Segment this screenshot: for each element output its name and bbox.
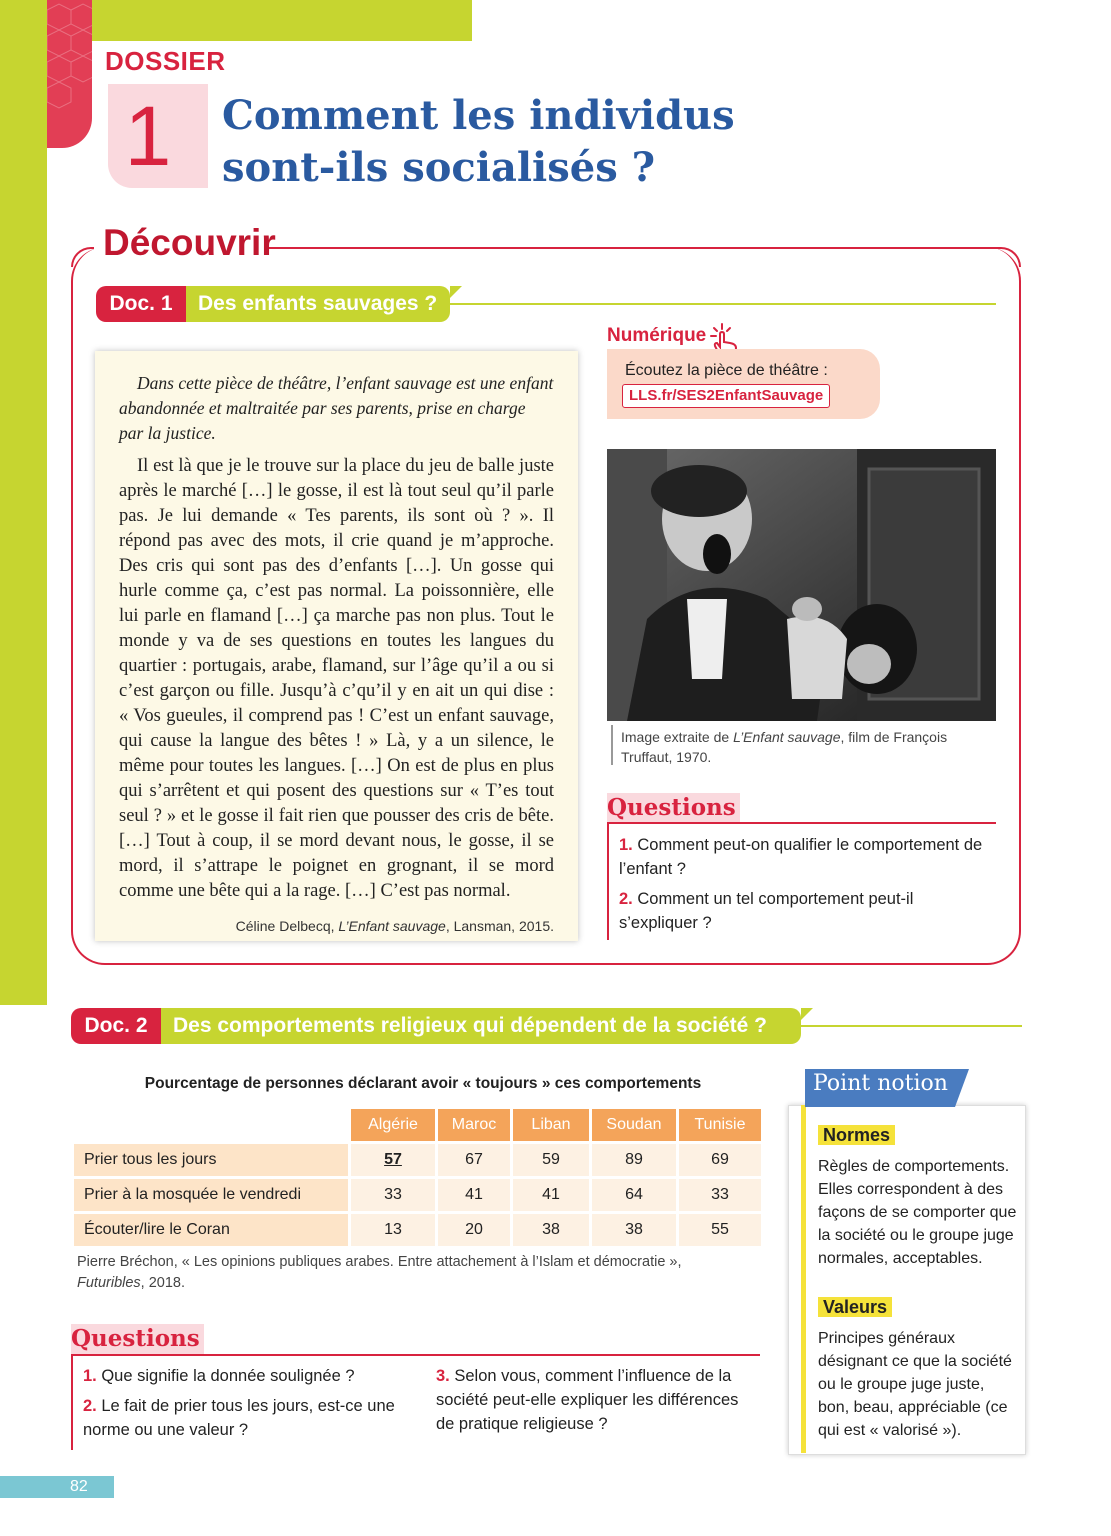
question-text: Selon vous, comment l’influence de la société peut-elle expliquer les différences de pratique religieuse ?	[436, 1367, 739, 1433]
dossier-number: 1	[124, 89, 172, 183]
column-header: Soudan	[592, 1109, 676, 1141]
table-cell: 64	[592, 1179, 676, 1211]
table-cell: 41	[438, 1179, 510, 1211]
film-still-illustration	[607, 449, 996, 721]
term-label: Valeurs	[818, 1297, 892, 1317]
column-header: Liban	[513, 1109, 589, 1141]
column-header: Maroc	[438, 1109, 510, 1141]
question-number: 2.	[83, 1397, 97, 1415]
table-corner	[74, 1109, 348, 1141]
term-normes-definition: Règles de comportements. Elles correspondent à des façons de se comporter que la société ou le groupe juge normales, acceptables.	[818, 1158, 1017, 1267]
dossier-label: DOSSIER	[105, 46, 226, 76]
question-item	[436, 1364, 756, 1436]
table-cell: 13	[351, 1214, 435, 1246]
source-journal: Futuribles	[77, 1275, 141, 1291]
question-text: Comment un tel comportement peut-il s’expliquer ?	[619, 890, 914, 932]
row-label: Prier à la mosquée le vendredi	[74, 1179, 348, 1211]
point-notion-title: Point notion	[813, 1071, 948, 1096]
question-item	[619, 887, 989, 935]
column-header: Tunisie	[679, 1109, 761, 1141]
doc2-rule	[801, 1025, 1022, 1027]
source-main: Pierre Bréchon, « Les opinions publiques arabes. Entre attachement à l’Islam et démocratie »,	[77, 1254, 682, 1270]
discover-heading: Découvrir	[103, 222, 276, 263]
doc1-source	[119, 918, 554, 934]
doc2-questions-left	[83, 1364, 413, 1448]
doc1-text-box	[95, 351, 578, 941]
table-cell: 33	[679, 1179, 761, 1211]
point-notion-accent	[801, 1105, 806, 1453]
question-number: 1.	[83, 1367, 97, 1385]
table-cell	[351, 1144, 435, 1176]
question-item	[83, 1394, 413, 1442]
row-label: Prier tous les jours	[74, 1144, 348, 1176]
table-row	[74, 1179, 761, 1211]
doc2-source	[77, 1252, 757, 1294]
caption-pre: Image extraite de	[621, 729, 734, 745]
table-cell: 33	[351, 1179, 435, 1211]
numerique-text: Écoutez la pièce de théâtre :	[625, 362, 828, 379]
doc1-tag: Doc. 1	[96, 286, 186, 322]
numerique-link[interactable]: LLS.fr/SES2EnfantSauvage	[622, 384, 830, 408]
term-valeurs-definition: Principes généraux désignant ce que la société ou le groupe juge juste, bon, beau, appréciable (ce qui est « valorisé »).	[818, 1330, 1012, 1439]
table-row	[74, 1214, 761, 1246]
photo-caption	[621, 727, 991, 767]
doc1-questions-rule	[607, 822, 996, 824]
title-line-1: Comment les individus	[222, 92, 735, 139]
doc2-questions-title: Questions	[71, 1324, 204, 1354]
source-rest: , Lansman, 2015.	[445, 918, 554, 934]
doc1-body: Il est là que je le trouve sur la place du jeu de balle juste après le marché […] le gosse, il est là tout seul qu’il parle pas. Je lui demande « Tes parents, ils sont où ? ». Il répond pas avec des mots, il crie quand je m’approche. Des cris qui sont pas des d’enfants […]. Un gosse qui hurle comme ça, c’est pas normal. La poissonnière, elle lui parle en flamand […] ça marche pas non plus. Tout le monde y va de ses questions en toutes les langues du quartier : portugais, arabe, flamand, sur l’âge qu’il a ou si c’est garçon ou fille. Jusqu’à c’qu’il y en ait un qui dise : « Vos gueules, il comprend pas ! C’est un enfant sauvage, qui cause la langue des bêtes ! » Là, y a un silence, le même pour toutes les langues. […] On est de plus en plus qui s’arrêtent et qui posent des questions sur « T’es tout seul ? » et le gosse il fait rien que pousser des cris de bête. […] Tout à coup, il se mord devant nous, le gosse, il se mord, il s’attrape le poignet en grognant, il se mord comme une bête qui a la rage. […] C’est pas normal.	[119, 456, 554, 901]
term-valeurs	[818, 1297, 892, 1318]
table-cell: 55	[679, 1214, 761, 1246]
hexagon-pattern	[47, 0, 92, 148]
page-number-bar	[0, 1476, 114, 1498]
table-header-row	[74, 1109, 761, 1141]
term-normes	[818, 1125, 895, 1146]
question-item	[83, 1364, 413, 1388]
question-text: Comment peut-on qualifier le comportement de l’enfant ?	[619, 836, 983, 878]
table-cell: 38	[592, 1214, 676, 1246]
question-number: 2.	[619, 890, 633, 908]
page-title	[222, 90, 782, 194]
row-label: Écouter/lire le Coran	[74, 1214, 348, 1246]
table-cell: 41	[513, 1179, 589, 1211]
film-still-photo	[607, 449, 996, 721]
table-cell: 67	[438, 1144, 510, 1176]
source-author: Céline Delbecq,	[235, 918, 339, 934]
question-text: Le fait de prier tous les jours, est-ce une norme ou une valeur ?	[83, 1397, 395, 1439]
doc2-notch	[801, 1008, 813, 1020]
page-number: 82	[70, 1478, 88, 1495]
doc2-title: Des comportements religieux qui dépendent de la société ?	[161, 1008, 801, 1044]
doc1-notch	[450, 286, 462, 298]
table-cell: 69	[679, 1144, 761, 1176]
table-cell: 38	[513, 1214, 589, 1246]
doc1-questions-list	[619, 833, 989, 941]
table-cell: 89	[592, 1144, 676, 1176]
doc1-title: Des enfants sauvages ?	[186, 286, 450, 322]
caption-post: , film de François Truffaut, 1970.	[621, 729, 948, 765]
top-lime-bar	[47, 0, 472, 41]
underlined-value: 57	[384, 1151, 402, 1168]
caption-bar	[611, 725, 613, 765]
point-notion-tab-slant	[955, 1069, 969, 1107]
table-title: Pourcentage de personnes déclarant avoir « toujours » ces comportements	[144, 1075, 702, 1092]
doc1-questions-title: Questions	[607, 793, 740, 823]
doc1-rule	[450, 303, 996, 305]
table-cell: 59	[513, 1144, 589, 1176]
question-text: Que signifie la donnée soulignée ?	[96, 1367, 355, 1385]
table-row	[74, 1144, 761, 1176]
caption-title: L’Enfant sauvage	[733, 729, 841, 745]
column-header: Algérie	[351, 1109, 435, 1141]
question-number: 3.	[436, 1367, 450, 1385]
title-line-2: sont-ils socialisés ?	[222, 144, 656, 191]
doc2-questions-right	[436, 1364, 756, 1442]
numerique-label: Numérique	[607, 325, 707, 346]
question-item	[619, 833, 989, 881]
source-year: , 2018.	[140, 1275, 186, 1291]
term-label: Normes	[818, 1125, 895, 1145]
left-lime-band	[0, 0, 47, 1005]
doc2-tag: Doc. 2	[71, 1008, 161, 1044]
data-table	[71, 1106, 764, 1249]
doc2-questions-rule	[71, 1354, 760, 1356]
table-cell: 20	[438, 1214, 510, 1246]
doc2-questions-side-rule	[71, 1354, 73, 1450]
doc1-intro: Dans cette pièce de théâtre, l’enfant sauvage est une enfant abandonnée et maltraitée par ses parents, prise en charge par la justice.	[119, 373, 554, 443]
doc1-questions-side-rule	[607, 822, 609, 940]
source-title: L’Enfant sauvage	[338, 918, 446, 934]
question-number: 1.	[619, 836, 633, 854]
